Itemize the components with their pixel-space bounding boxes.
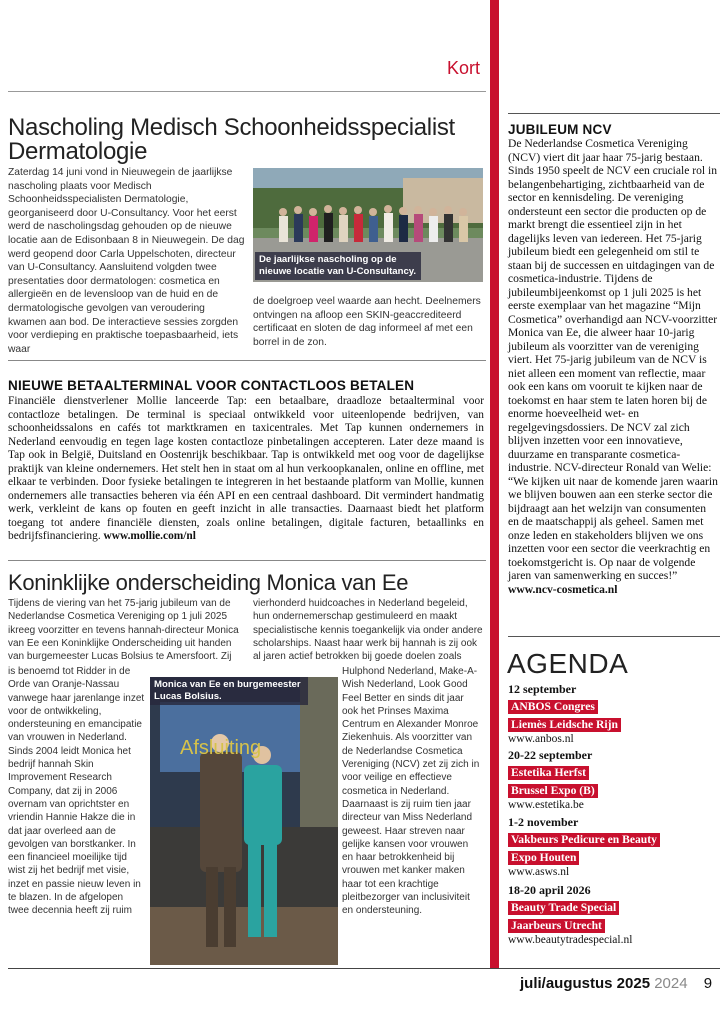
- agenda-url[interactable]: www.anbos.nl: [508, 733, 574, 745]
- agenda-url[interactable]: www.asws.nl: [508, 866, 570, 878]
- agenda-item: [508, 748, 718, 811]
- sidebar-divider: [508, 636, 720, 637]
- agenda-date: 18-20 april 2026: [508, 883, 591, 897]
- article3-photo: [150, 677, 338, 965]
- article1-photo: [253, 168, 483, 282]
- article3-col2-top: vierhonderd huidcoaches in Nederland begeleid, hun ondernemerschap gestimuleerd en maakt specialistische kennis toegankelijk via onder andere scholarships. Naast haar werk bij hannah is zij ook al jaren actief betrokken bij goede doelen zoals: [253, 598, 483, 663]
- agenda-title: AGENDA: [507, 648, 629, 679]
- agenda-event: ANBOS Congres: [508, 700, 598, 714]
- article1-body-left: Zaterdag 14 juni vond in Nieuwegein de jaarlijkse nascholing plaats voor Medisch Schoonheidsspecialisten Dermatologie, georganiseerd door U-Consultancy. Voor het eerst werd de nascholingsdag gehouden op de nieuwe locatie aan de Edisonbaan 8 in Nieuwegein. De dag werd geopend door Carla Uppelschoten, directeur van U-Consultancy. Aansluitend volgden twee presentaties door dermatologen: cosmetica en allergieën en de levensloop van de huid en de dermatologische gevolgen van veroudering kwamen aan bod. De interactieve sessies zorgden voor verdieping en praktische toepasbaarheid, iets waar: [8, 167, 245, 355]
- bottom-divider: [8, 968, 720, 969]
- top-divider: [8, 91, 486, 92]
- divider-1: [8, 360, 486, 361]
- agenda-event: Brussel Expo (B): [508, 784, 598, 798]
- article1-body-right: de doelgroep veel waarde aan hecht. Deelnemers ontvingen na afloop een SKIN-geaccrediteerd certificaat en sloten de dag informeel af met een borrel in de zon.: [253, 296, 481, 348]
- footer: [520, 975, 712, 992]
- agenda-event: Liemès Leidsche Rijn: [508, 718, 621, 732]
- article3-col1-side: is benoemd tot Ridder in de Orde van Oranje-Nassau vanwege haar jarenlange inzet voor de ontwikkeling, ondersteuning en emancipatie van vrouwen in Nederland. Sinds 2004 leidt Monica het bedrijf hannah Skin Improvement Research Company, dat zij in 2006 overnam van oprichtster en vriendin Hannie Hakze die in dat jaar overleed aan de gevolgen van borstkanker. In een financieel moeilijke tijd wist zij het bedrijf met visie, inzet en passie nieuw leven in te blazen. In de afgelopen twee decennia heeft zij ruim: [8, 666, 145, 917]
- agenda-date: 12 september: [508, 682, 577, 696]
- article3-photo-caption: Monica van Ee en burgemeester Lucas Bolsius.: [150, 677, 308, 705]
- page-number: 9: [703, 975, 713, 992]
- jubileum-title: JUBILEUM NCV: [508, 122, 612, 137]
- agenda-date: 20-22 september: [508, 748, 593, 762]
- article3-photo-screen-text: Afsluiting: [180, 737, 262, 759]
- article1-photo-caption: De jaarlijkse nascholing op de nieuwe locatie van U-Consultancy.: [255, 252, 421, 280]
- section-label: Kort: [446, 58, 480, 78]
- jubileum-link[interactable]: www.ncv-cosmetica.nl: [508, 582, 618, 596]
- agenda-item: [508, 883, 718, 946]
- article3-col1-top: Tijdens de viering van het 75-jarig jubileum van de Nederlandse Cosmetica Vereniging op 1 juli 2025 ikreeg voorzitter en tevens hannah-directeur Monica van Ee een Koninklijke Onderscheiding uit handen van burgemeester Lucas Bolsius te Amersfoort. Zij: [8, 598, 239, 663]
- agenda-date: 1-2 november: [508, 815, 579, 829]
- article2-body: Financiële dienstverlener Mollie lanceerde Tap: een betaalbare, draadloze betaalterminal voor contactloze betalingen. De terminal is speciaal ontwikkeld voor uiteenlopende bedrijven, van schoonheidssalons en cafés tot marktkramen en taxicentrales. Met Tap kunnen ondernemers in Nederland eenvoudig en tegen lage kosten contactloze pinbetalingen accepteren. Later deze maand is Tap ook in België, Duitsland en Oostenrijk beschikbaar. Tap is ontwikkeld met oog voor de dagelijkse praktijk van kleine ondernemers. Het stelt hen in staat om al hun verkoopkanalen, online en offline, met elkaar te verbinden. Door fysieke betalingen te integreren in het bestaande platform van Mollie, kunnen ondernemers alle transacties beheren via één API en een centraal dashboard. Dit vermindert handmatig werk, verkleint de kans op fouten en geeft inzicht in alle transacties. Daarnaast biedt het platform toegang tot andere financiële diensten, zoals online betalingen, digitale facturen, betaallinks en bedrijfsfinanciering.: [8, 395, 484, 542]
- article2-body-wrap: [8, 395, 484, 544]
- article2-title: NIEUWE BETAALTERMINAL VOOR CONTACTLOOS BETALEN: [8, 378, 415, 393]
- footer-issue: juli/augustus 2025: [520, 975, 651, 992]
- agenda-event: Vakbeurs Pedicure en Beauty: [508, 833, 660, 847]
- jubileum-body: De Nederlandse Cosmetica Vereniging (NCV) viert dit jaar haar 75-jarig bestaan. Sinds 1950 speelt de NCV een cruciale rol in belangenbehartiging, zichtbaarheid van de sector en kennisdeling. De vereniging ondersteunt een sector die producten op de markt brengt die essentieel zijn in het dagelijks leven van iedereen. Het 75-jarig jubileum biedt een gelegenheid om stil te staan bij de successen en uitdagingen van de cosmetica-industrie. Tijdens de jubileumbijeenkomst op 1 juli 2025 is het eerste exemplaar van het magazine “Mijn Cosmetica” overhandigd aan NCV-voorzitter Monica van Ee, die alweer haar 10-jarig jubileum als voorzitter van de vereniging viert. Het 75-jarig jubileum van de NCV is niet alleen een moment van reflectie, maar ook een kans om vooruit te kijken naar de toekomst en haar stem te laten horen bij de enorme hoeveelheid wet- en regelgevingsdossiers. De NCV zal zich blijven inzetten voor een innovatieve, duurzame en transparante cosmetica-industrie. NCV-directeur Ronald van Welie: “We kijken uit naar de komende jaren waarin we blijven bouwen aan een sterke sector die bijdraagt aan het welzijn van consumenten en de maatschappij als geheel. Samen met onze leden en stakeholders blijven we ons inzetten voor een sector die veerkrachtig en toekomstgericht is. Op naar de volgende jaren van samenwerking en succes!”: [508, 137, 718, 582]
- agenda-url[interactable]: www.beautytradespecial.nl: [508, 934, 633, 946]
- article3-title: Koninklijke onderscheiding Monica van Ee: [8, 570, 409, 595]
- article1-title: Nascholing Medisch Schoonheidsspecialist Dermatologie: [8, 114, 455, 165]
- divider-2: [8, 560, 486, 561]
- article3-col2-side: Hulphond Nederland, Make-A-Wish Nederland, Look Good Feel Better en sinds dit jaar ook het Prinses Maxima Centrum en Alexander Monroe Ziekenhuis. Als voorzitter van de Nederlandse Cosmetica Vereniging (NCV) zet zij zich in voor veilige en effectieve cosmetica in Nederland. Daarnaast is zij ruim tien jaar directeur van Miss Nederland geweest. Haar streven naar gelijke kansen voor vrouwen en haar betrokkenheid bij vrouwen met kanker maken haar tot een krachtige pleitbezorger van inclusiviteit en ondersteuning.: [342, 666, 480, 917]
- jubileum-body-wrap: [508, 137, 718, 596]
- article2-link[interactable]: www.mollie.com/nl: [103, 530, 196, 542]
- agenda-item: [508, 682, 718, 745]
- agenda-event: Beauty Trade Special: [508, 901, 619, 915]
- agenda-event: Estetika Herfst: [508, 766, 589, 780]
- agenda-item: [508, 815, 718, 878]
- red-column-divider: [490, 0, 499, 968]
- footer-year: 2024: [654, 975, 688, 992]
- agenda-event: Jaarbeurs Utrecht: [508, 919, 605, 933]
- agenda-event: Expo Houten: [508, 851, 579, 865]
- agenda-url[interactable]: www.estetika.be: [508, 799, 584, 811]
- sidebar-top-divider: [508, 113, 720, 114]
